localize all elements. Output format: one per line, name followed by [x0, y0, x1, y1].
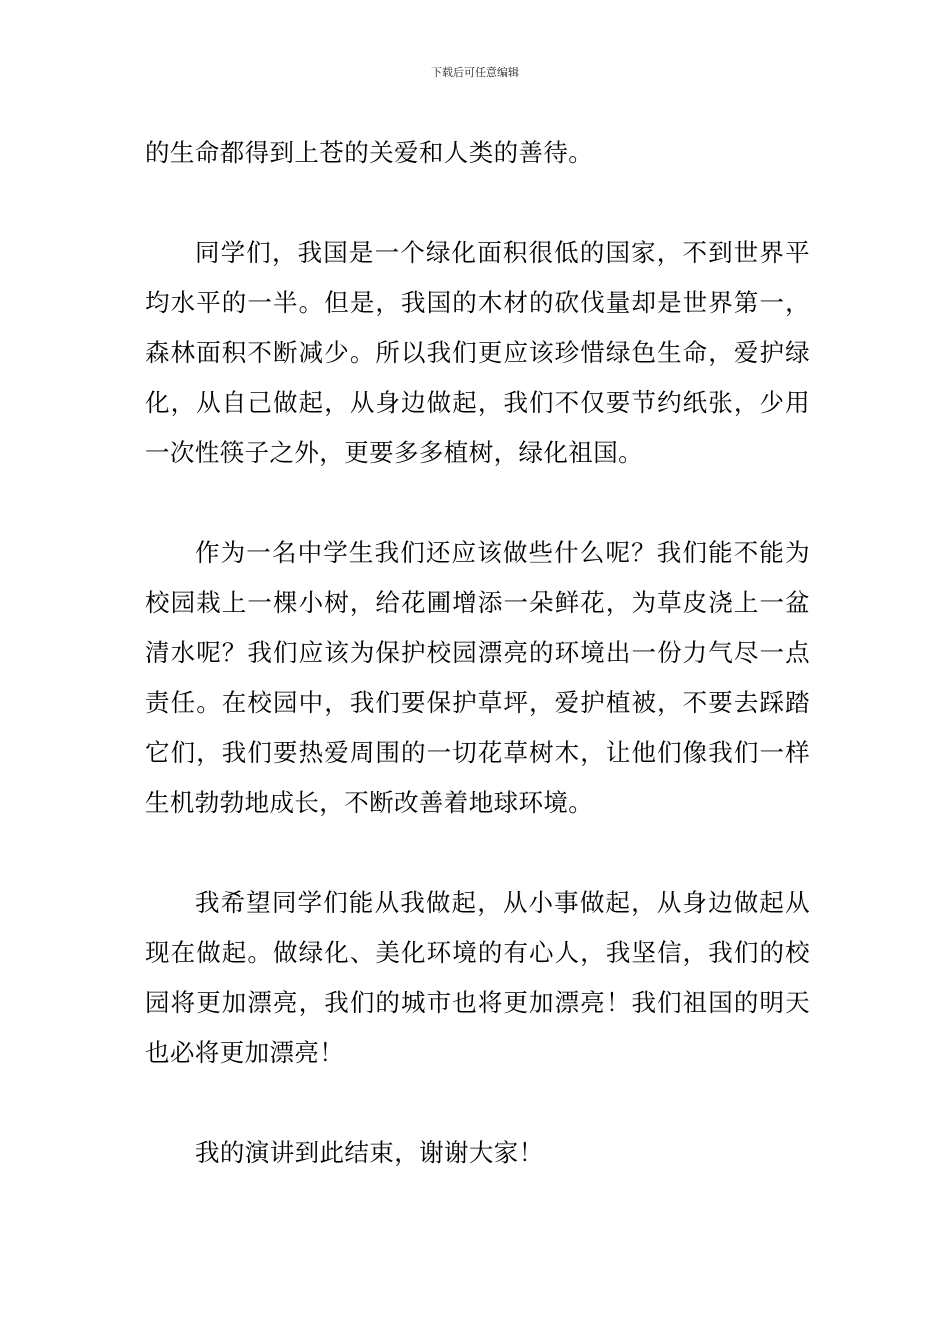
paragraph-student-actions: 作为一名中学生我们还应该做些什么呢？我们能不能为校园栽上一棵小树，给花圃增添一朵鲜花，为草皮浇上一盆清水呢？我们应该为保护校园漂亮的环境出一份力气尽一点责任。在校园中，我们要保护草坪，爱护植被，不要去踩踏它们，我们要热爱周围的一切花草树木，让他们像我们一样生机勃勃地成长，不断改善着地球环境。 — [145, 538, 810, 817]
paragraph-spacer — [145, 478, 810, 528]
paragraph-hope: 我希望同学们能从我做起，从小事做起，从身边做起从现在做起。做绿化、美化环境的有心人，我坚信，我们的校园将更加漂亮，我们的城市也将更加漂亮！我们祖国的明天也必将更加漂亮！ — [145, 888, 810, 1067]
page-header: 下载后可任意编辑 — [431, 66, 519, 79]
document-body — [145, 128, 810, 1178]
paragraph-closing: 我的演讲到此结束，谢谢大家！ — [195, 1138, 544, 1167]
paragraph-spacer — [145, 1078, 810, 1128]
paragraph-continuation: 的生命都得到上苍的关爱和人类的善待。 — [145, 138, 594, 167]
paragraph-green-area: 同学们，我国是一个绿化面积很低的国家，不到世界平均水平的一半。但是，我国的木材的砍伐量却是世界第一，森林面积不断减少。所以我们更应该珍惜绿色生命，爱护绿化，从自己做起，从身边做起，我们不仅要节约纸张，少用一次性筷子之外，更要多多植树，绿化祖国。 — [145, 238, 810, 467]
paragraph-spacer — [145, 828, 810, 878]
paragraph-spacer — [145, 178, 810, 228]
